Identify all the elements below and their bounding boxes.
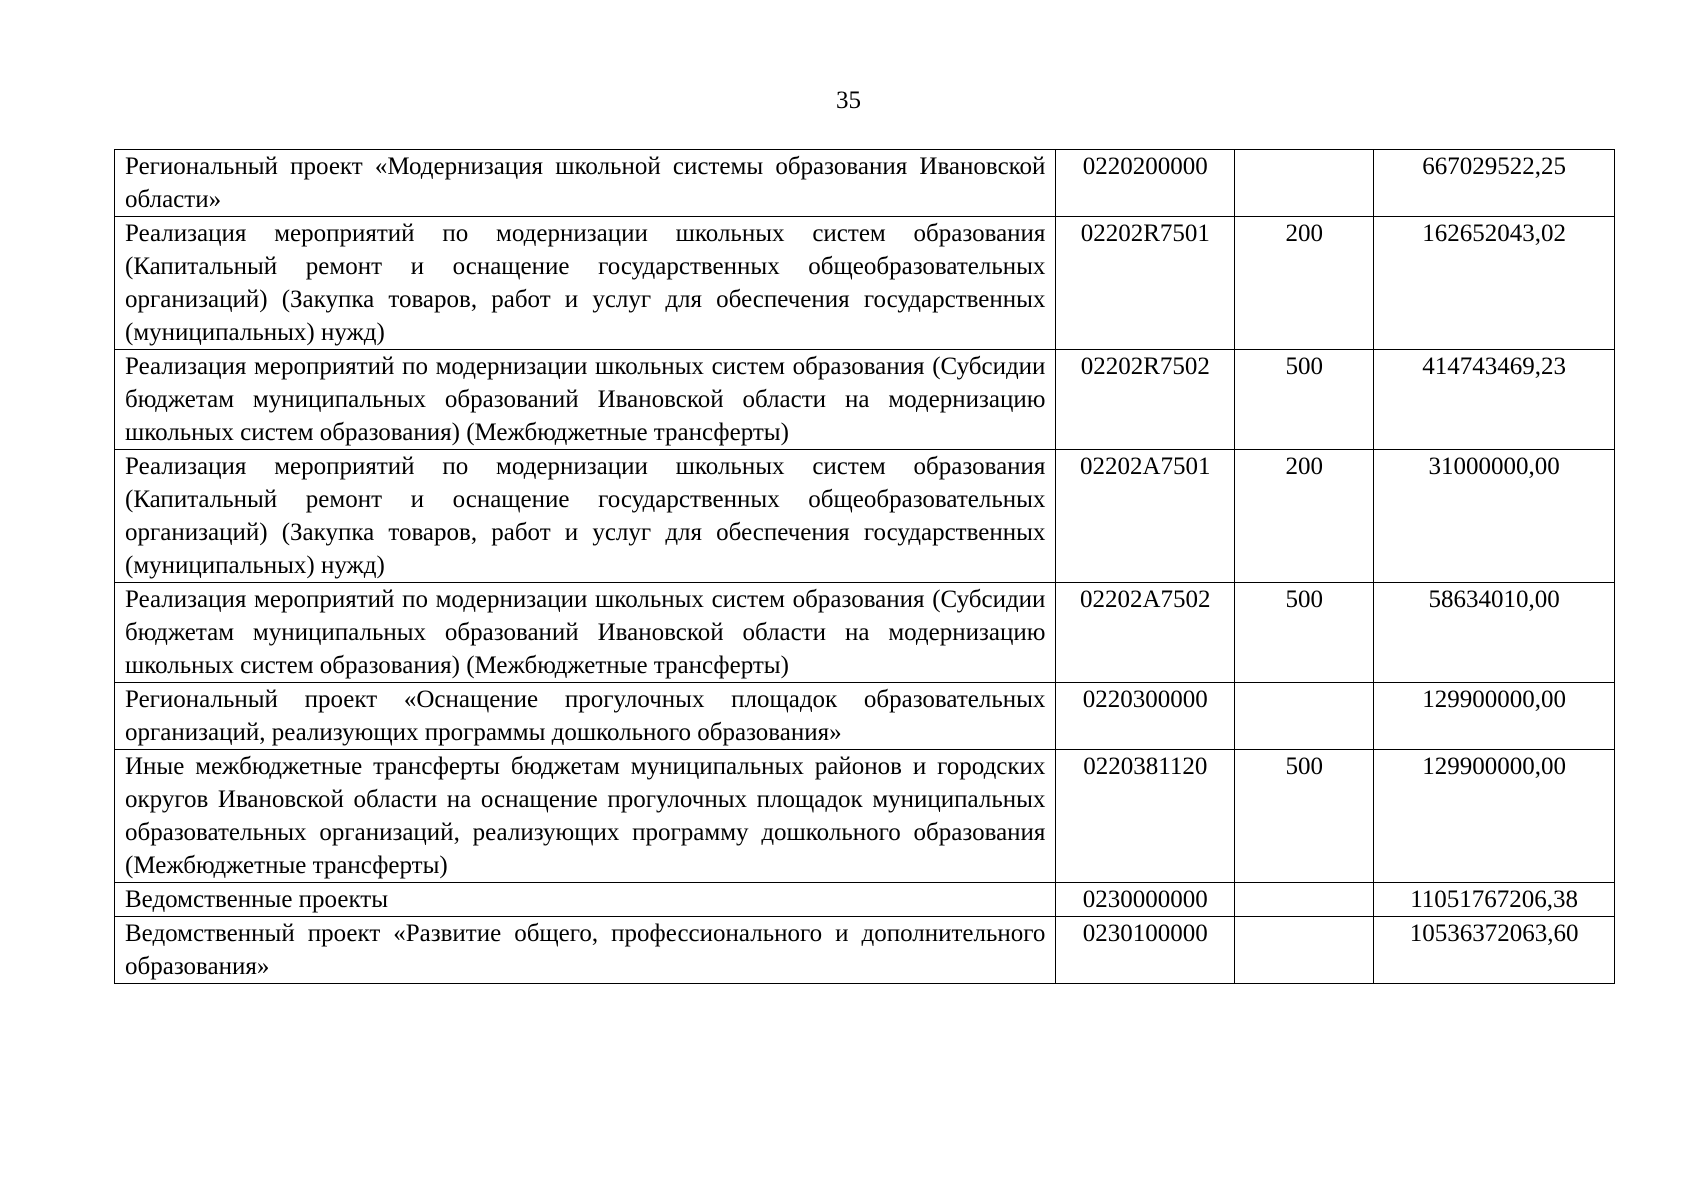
row-description: Региональный проект «Оснащение прогулочных площадок образовательных организаций, реализующих программы дошкольного образования» [115,683,1056,750]
table-row [115,750,1615,883]
row-description: Ведомственные проекты [115,883,1056,917]
table-row [115,917,1615,984]
row-amount: 11051767206,38 [1374,883,1615,917]
row-description: Региональный проект «Модернизация школьной системы образования Ивановской области» [115,150,1056,217]
row-amount: 129900000,00 [1374,750,1615,883]
row-expense-type: 200 [1235,217,1374,350]
row-code: 0220200000 [1056,150,1235,217]
row-expense-type [1235,917,1374,984]
row-description: Реализация мероприятий по модернизации школьных систем образования (Капитальный ремонт и оснащение государственных общеобразовательных организаций) (Закупка товаров, работ и услуг для обеспечения государственных (муниципальных) нужд) [115,450,1056,583]
table-row [115,350,1615,450]
row-code: 0220300000 [1056,683,1235,750]
page-number: 35 [836,87,861,114]
row-description: Реализация мероприятий по модернизации школьных систем образования (Субсидии бюджетам муниципальных образований Ивановской области на модернизацию школьных систем образования) (Межбюджетные трансферты) [115,583,1056,683]
table-row [115,683,1615,750]
row-code: 0220381120 [1056,750,1235,883]
row-amount: 58634010,00 [1374,583,1615,683]
row-code: 0230000000 [1056,883,1235,917]
row-code: 02202R7501 [1056,217,1235,350]
table-row [115,883,1615,917]
row-expense-type: 500 [1235,750,1374,883]
row-expense-type [1235,683,1374,750]
table-row [115,583,1615,683]
row-description: Ведомственный проект «Развитие общего, профессионального и дополнительного образования» [115,917,1056,984]
row-amount: 414743469,23 [1374,350,1615,450]
table-row [115,450,1615,583]
row-description: Реализация мероприятий по модернизации школьных систем образования (Капитальный ремонт и оснащение государственных общеобразовательных организаций) (Закупка товаров, работ и услуг для обеспечения государственных (муниципальных) нужд) [115,217,1056,350]
row-code: 02202A7501 [1056,450,1235,583]
row-amount: 31000000,00 [1374,450,1615,583]
row-code: 0230100000 [1056,917,1235,984]
row-expense-type: 500 [1235,350,1374,450]
table-row [115,217,1615,350]
row-code: 02202A7502 [1056,583,1235,683]
row-expense-type: 500 [1235,583,1374,683]
row-amount: 129900000,00 [1374,683,1615,750]
row-expense-type [1235,883,1374,917]
row-description: Иные межбюджетные трансферты бюджетам муниципальных районов и городских округов Ивановской области на оснащение прогулочных площадок муниципальных образовательных организаций, реализующих программу дошкольного образования (Межбюджетные трансферты) [115,750,1056,883]
row-amount: 162652043,02 [1374,217,1615,350]
table-row [115,150,1615,217]
row-expense-type [1235,150,1374,217]
row-amount: 667029522,25 [1374,150,1615,217]
budget-table [114,149,1615,984]
row-amount: 10536372063,60 [1374,917,1615,984]
row-expense-type: 200 [1235,450,1374,583]
row-description: Реализация мероприятий по модернизации школьных систем образования (Субсидии бюджетам муниципальных образований Ивановской области на модернизацию школьных систем образования) (Межбюджетные трансферты) [115,350,1056,450]
row-code: 02202R7502 [1056,350,1235,450]
